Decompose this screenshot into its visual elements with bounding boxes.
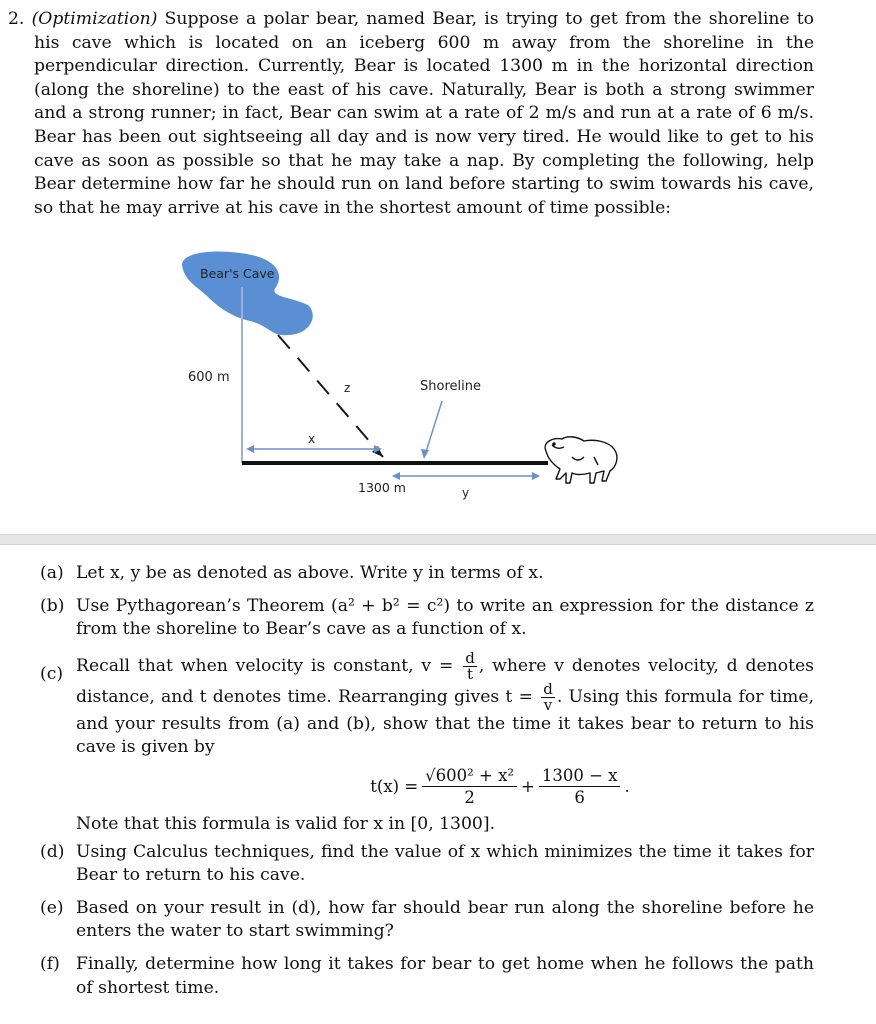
part-c-text1: Recall that when velocity is constant, v = xyxy=(76,655,454,676)
swim-denominator: 2 xyxy=(464,787,475,807)
part-a-label: (a) xyxy=(40,563,64,583)
diagram-svg xyxy=(180,235,640,510)
part-a-text: Let x, y be as denoted as above. Write y in terms of x. xyxy=(76,563,544,583)
time-denominator: v xyxy=(543,695,553,714)
part-e-text: Based on your result in (d), how far should bear run along the shoreline before he enters the water to start swimming? xyxy=(76,897,814,942)
problem-body xyxy=(8,8,814,220)
distance-label: 1300 m xyxy=(358,480,406,495)
shoreline-label: Shoreline xyxy=(420,379,481,394)
part-c-label: (c) xyxy=(40,663,64,684)
part-a xyxy=(40,562,814,586)
part-e-label: (e) xyxy=(40,897,64,918)
cave-shape xyxy=(182,252,313,336)
y-arrowhead-right xyxy=(532,472,540,480)
part-f xyxy=(40,953,814,1000)
formula-fraction-run xyxy=(539,766,621,807)
part-b-text: Use Pythagorean’s Theorem (a² + b² = c²) to write an expression for the distance z from the shoreline to Bear’s cave as a function of x. xyxy=(76,595,814,640)
y-arrowhead-left xyxy=(392,472,400,480)
problem-statement xyxy=(8,8,814,220)
problem-text: Suppose a polar bear, named Bear, is trying to get from the shoreline to his cave which is located on an iceberg 600 m away from the shoreline in the perpendicular direction. Currently, Bear is located 1300 m in the horizontal direction (along the shoreline) to the east of his cave. Naturally, Bear is both a strong swimmer and a strong runner; in fact, Bear can swim at a rate of 2 m/s and run at a rate of 6 m/s. Bear has been out sightseeing all day and is now very tired. He would like to get to his cave as soon as possible so that he may take a nap. By completing the following, help Bear determine how far he should run on land before starting to swim towards his cave, so that he may arrive at his cave in the shortest amount of time possible: xyxy=(34,9,815,218)
part-d-label: (d) xyxy=(40,841,65,862)
velocity-fraction xyxy=(463,648,477,683)
time-fraction xyxy=(541,679,555,714)
section-divider xyxy=(0,534,876,545)
run-numerator: 1300 − x xyxy=(539,766,621,787)
x-arrowhead-left xyxy=(246,445,254,453)
shoreline-pointer-head xyxy=(421,449,429,459)
formula-plus: + xyxy=(521,776,535,796)
velocity-denominator: t xyxy=(467,664,474,683)
part-d-text: Using Calculus techniques, find the value of x which minimizes the time it takes for Bear to return to his cave. xyxy=(76,841,814,886)
time-formula xyxy=(76,766,814,807)
bear-diagram xyxy=(180,235,640,510)
part-e xyxy=(40,897,814,944)
polar-bear-icon xyxy=(545,437,617,483)
part-f-label: (f) xyxy=(40,953,60,974)
problem-tag: (Optimization) xyxy=(31,9,158,29)
problem-number: 2. xyxy=(8,9,25,29)
y-label: y xyxy=(462,486,470,500)
x-label: x xyxy=(308,432,316,446)
time-numerator: d xyxy=(543,679,553,698)
formula-fraction-swim xyxy=(422,766,517,807)
part-b-label: (b) xyxy=(40,595,65,616)
swim-numerator: √600² + x² xyxy=(422,766,517,787)
part-c-note: Note that this formula is valid for x in [0, 1300]. xyxy=(76,813,496,834)
height-label: 600 m xyxy=(188,370,230,385)
z-path xyxy=(278,335,383,457)
formula-lhs: t(x) = xyxy=(370,776,419,796)
part-c xyxy=(40,648,815,837)
part-b xyxy=(40,595,814,642)
cave-label: Bear's Cave xyxy=(200,266,275,281)
parts-list xyxy=(40,562,814,1009)
part-d xyxy=(40,841,814,888)
run-denominator: 6 xyxy=(574,787,585,807)
velocity-numerator: d xyxy=(465,648,475,667)
formula-end: . xyxy=(624,776,630,796)
z-label: z xyxy=(344,381,351,395)
part-c-text2: , where v denotes velocity, d denotes distance, and t denotes time. Rearranging gives t = xyxy=(76,655,815,707)
part-c-text3: . Using this formula for time, and your results from (a) and (b), show that the time it takes bear to return to his cave is given by xyxy=(76,686,814,758)
part-f-text: Finally, determine how long it takes for bear to get home when he follows the path of shortest time. xyxy=(76,953,814,998)
shoreline-pointer xyxy=(425,401,442,455)
